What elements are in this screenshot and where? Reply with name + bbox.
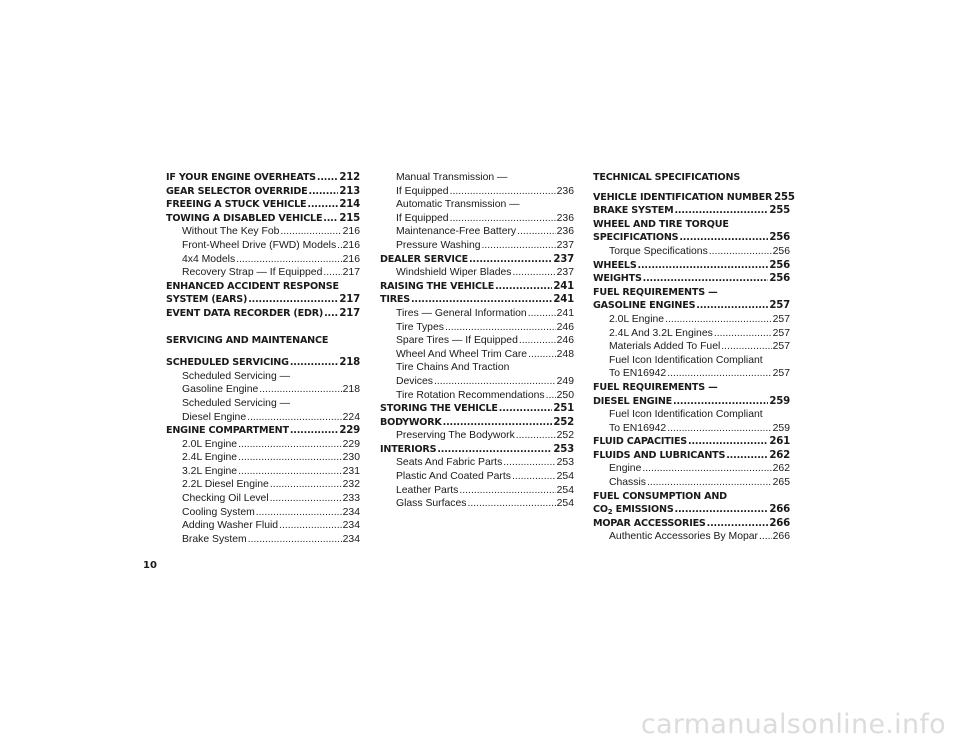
toc-subentry[interactable]: Chassis ..... 265	[593, 476, 790, 490]
toc-entry-line1: FUEL REQUIREMENTS —	[593, 286, 718, 298]
toc-subentry[interactable]: 2.0L Engine ..... 257	[593, 313, 790, 327]
toc-subentry[interactable]: Diesel Engine ..... 224	[166, 411, 360, 425]
toc-entry-line1: FUEL CONSUMPTION AND	[593, 490, 727, 502]
watermark: carmanualsonline.info	[640, 709, 946, 740]
toc-subentry[interactable]: 4x4 Models ..... 216	[166, 253, 360, 267]
toc-entry[interactable]: FLUIDS AND LUBRICANTS ..... 262	[593, 449, 790, 463]
page-number: 10	[143, 560, 157, 571]
toc-subentry[interactable]: 2.2L Diesel Engine ..... 232	[166, 478, 360, 492]
toc-subentry[interactable]: If Equipped ..... 236	[380, 212, 574, 226]
toc-subentry-line1: Tire Chains And Traction	[396, 362, 510, 374]
toc-column-3	[593, 171, 795, 544]
toc-subentry[interactable]: Tire Rotation Recommendations ..... 250	[380, 389, 574, 403]
toc-subentry-line1: Scheduled Servicing —	[182, 370, 291, 382]
toc-subentry[interactable]: Without The Key Fob ..... 216	[166, 225, 360, 239]
toc-entry[interactable]: FLUID CAPACITIES ..... 261	[593, 435, 790, 449]
toc-entry[interactable]: WHEELS ..... 256	[593, 259, 790, 273]
toc-subentry[interactable]: Devices ..... 249	[380, 375, 574, 389]
toc-subentry[interactable]: Leather Parts ..... 254	[380, 484, 574, 498]
toc-subentry[interactable]: Tires — General Information ..... 241	[380, 307, 574, 321]
toc-subentry[interactable]: Gasoline Engine ..... 218	[166, 383, 360, 397]
toc-column-1	[166, 171, 360, 546]
toc-subentry[interactable]: 2.4L Engine ..... 230	[166, 451, 360, 465]
toc-subentry[interactable]: Maintenance-Free Battery ..... 236	[380, 225, 574, 239]
toc-entry[interactable]: STORING THE VEHICLE ..... 251	[380, 402, 574, 416]
toc-subentry[interactable]: Checking Oil Level ..... 233	[166, 492, 360, 506]
toc-subentry[interactable]: Wheel And Wheel Trim Care ..... 248	[380, 348, 574, 362]
toc-entry[interactable]: BRAKE SYSTEM ..... 255	[593, 204, 790, 218]
toc-subentry[interactable]: 2.0L Engine ..... 229	[166, 438, 360, 452]
toc-subentry-line1: Manual Transmission —	[396, 172, 508, 183]
toc-subentry[interactable]: 2.4L And 3.2L Engines ..... 257	[593, 327, 790, 341]
toc-subentry-line1: Scheduled Servicing —	[182, 397, 291, 409]
toc-subentry-line1: Automatic Transmission —	[396, 199, 520, 211]
toc-subentry[interactable]: Torque Specifications ..... 256	[593, 245, 790, 259]
toc-entry[interactable]: VEHICLE IDENTIFICATION NUMBER 255	[593, 191, 795, 203]
toc-subentry-line1: Fuel Icon Identification Compliant	[609, 409, 763, 421]
toc-subentry[interactable]: Recovery Strap — If Equipped ..... 217	[166, 266, 360, 280]
toc-entry-line1: WHEEL AND TIRE TORQUE	[593, 218, 729, 230]
toc-entry-line1: FUEL REQUIREMENTS —	[593, 381, 718, 393]
toc-entry[interactable]: MOPAR ACCESSORIES ..... 266	[593, 517, 790, 531]
toc-entry-line1: ENHANCED ACCIDENT RESPONSE	[166, 280, 339, 292]
toc-subentry[interactable]: Preserving The Bodywork ..... 252	[380, 429, 574, 443]
toc-subentry[interactable]: If Equipped ..... 236	[380, 185, 574, 199]
toc-subentry[interactable]: Materials Added To Fuel ..... 257	[593, 340, 790, 354]
toc-subentry[interactable]: 3.2L Engine ..... 231	[166, 465, 360, 479]
section-title: SERVICING AND MAINTENANCE	[166, 334, 329, 346]
toc-entry[interactable]: DIESEL ENGINE ..... 259	[593, 395, 790, 409]
toc-entry[interactable]: ENGINE COMPARTMENT ..... 229	[166, 424, 360, 438]
toc-subentry[interactable]: Engine ..... 262	[593, 462, 790, 476]
toc-subentry[interactable]: Pressure Washing ..... 237	[380, 239, 574, 253]
toc-entry[interactable]: TIRES ..... 241	[380, 293, 574, 307]
toc-subentry[interactable]: Glass Surfaces ..... 254	[380, 497, 574, 511]
toc-subentry[interactable]: To EN16942 ..... 257	[593, 367, 790, 381]
toc-entry[interactable]: DEALER SERVICE ..... 237	[380, 253, 574, 267]
toc-column-2	[380, 171, 574, 511]
toc-subentry[interactable]: To EN16942 ..... 259	[593, 422, 790, 436]
toc-entry[interactable]: FREEING A STUCK VEHICLE ..... 214	[166, 198, 360, 212]
toc-subentry[interactable]: Front-Wheel Drive (FWD) Models ..... 216	[166, 239, 360, 253]
toc-subentry[interactable]: Brake System ..... 234	[166, 533, 360, 547]
toc-entry[interactable]: WEIGHTS ..... 256	[593, 272, 790, 286]
toc-entry[interactable]: GASOLINE ENGINES ..... 257	[593, 299, 790, 313]
toc-subentry[interactable]: Windshield Wiper Blades ..... 237	[380, 266, 574, 280]
toc-entry[interactable]: RAISING THE VEHICLE ..... 241	[380, 280, 574, 294]
toc-entry[interactable]: SPECIFICATIONS ..... 256	[593, 231, 790, 245]
toc-entry[interactable]: BODYWORK ..... 252	[380, 416, 574, 430]
toc-entry[interactable]: $CO_2$ EMISSIONS ..... 266	[593, 503, 790, 517]
toc-subentry[interactable]: Cooling System ..... 234	[166, 506, 360, 520]
toc-entry[interactable]: TOWING A DISABLED VEHICLE ..... 215	[166, 212, 360, 226]
toc-entry[interactable]: GEAR SELECTOR OVERRIDE ..... 213	[166, 185, 360, 199]
toc-subentry[interactable]: Plastic And Coated Parts ..... 254	[380, 470, 574, 484]
section-title: TECHNICAL SPECIFICATIONS	[593, 172, 741, 183]
toc-subentry[interactable]: Tire Types ..... 246	[380, 321, 574, 335]
toc-entry[interactable]: SCHEDULED SERVICING ..... 218	[166, 356, 360, 370]
toc-subentry[interactable]: Adding Washer Fluid ..... 234	[166, 519, 360, 533]
toc-subentry[interactable]: Authentic Accessories By Mopar ..... 266	[593, 530, 790, 544]
toc-entry[interactable]: IF YOUR ENGINE OVERHEATS ..... 212	[166, 171, 360, 185]
toc-entry[interactable]: EVENT DATA RECORDER (EDR) ..... 217	[166, 307, 360, 321]
toc-entry[interactable]: SYSTEM (EARS) ..... 217	[166, 293, 360, 307]
toc-subentry[interactable]: Seats And Fabric Parts ..... 253	[380, 456, 574, 470]
toc-subentry[interactable]: Spare Tires — If Equipped ..... 246	[380, 334, 574, 348]
toc-entry[interactable]: INTERIORS ..... 253	[380, 443, 574, 457]
toc-subentry-line1: Fuel Icon Identification Compliant	[609, 354, 763, 366]
